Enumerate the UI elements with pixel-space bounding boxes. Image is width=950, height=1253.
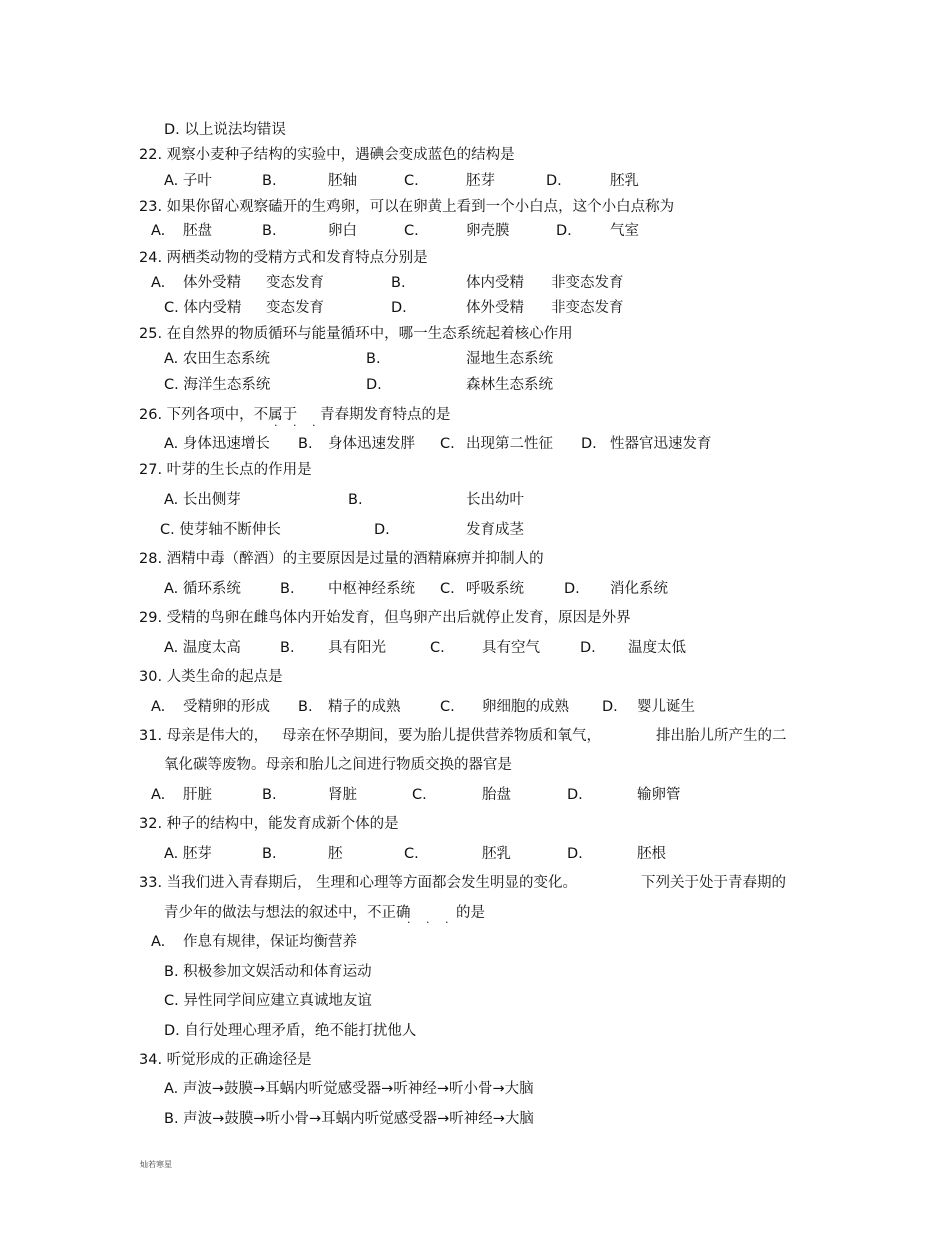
q27-option-d-text: 发育成茎 — [466, 522, 524, 538]
q22-stem: 22. 观察小麦种子结构的实验中，遇碘会变成蓝色的结构是 — [139, 147, 515, 163]
q30-option-c-letter: C. — [440, 699, 455, 715]
q32-option-b-text: 胚 — [328, 846, 343, 862]
q24-option-b-text1: 体内受精 — [466, 275, 524, 291]
q33-option-a — [151, 933, 851, 951]
q23-options — [151, 222, 851, 240]
q32-option-c-text: 胚乳 — [482, 846, 511, 862]
q29-option-c-text: 具有空气 — [482, 640, 540, 656]
q29-option-c-letter: C. — [430, 640, 445, 656]
q26-option-d-text: 性器官迅速发育 — [610, 436, 712, 452]
q28-option-d-text: 消化系统 — [610, 581, 668, 597]
q26-stem — [139, 406, 839, 430]
q33-option-a-text: 作息有规律，保证均衡营养 — [183, 934, 357, 950]
q28-options — [164, 580, 864, 598]
q26-option-b-letter: B. — [298, 436, 313, 452]
q30-option-b-letter: B. — [298, 699, 313, 715]
q32-options — [164, 845, 864, 863]
q33-stem-line2-part1: 青少年的做法与想法的叙述中，不正确 — [164, 905, 411, 921]
q25-option-d-text: 森林生态系统 — [466, 377, 553, 393]
q31-option-d-letter: D. — [567, 787, 583, 803]
q24-stem: 24. 两栖类动物的受精方式和发育特点分别是 — [139, 250, 428, 266]
q22-option-d-letter: D. — [546, 173, 562, 189]
q27-stem: 27. 叶芽的生长点的作用是 — [139, 462, 312, 478]
q34-option-a: A. 声波→鼓膜→耳蜗内听觉感受器→听神经→听小骨→大脑 — [164, 1081, 534, 1097]
q32-option-d-text: 胚根 — [637, 846, 666, 862]
q25-option-d-letter: D. — [366, 377, 382, 393]
q30-option-c-text: 卵细胞的成熟 — [482, 699, 569, 715]
q27-option-d-letter: D. — [374, 522, 390, 538]
q31-option-a-letter: A. — [151, 787, 166, 803]
q32-stem: 32. 种子的结构中，能发育成新个体的是 — [139, 816, 399, 832]
q29-option-a: A. 温度太高 — [164, 640, 241, 656]
q24-option-b-text2: 非变态发育 — [551, 275, 624, 291]
q30-options — [151, 698, 851, 716]
q33-stem-line2-part2: 的是 — [456, 905, 485, 921]
q30-option-b-text: 精子的成熟 — [328, 699, 401, 715]
q24-option-a-text2: 变态发育 — [266, 275, 324, 291]
q33-stem-part2: 生理和心理等方面都会发生明显的变化。 — [316, 875, 577, 891]
q26-option-c-text: 出现第二性征 — [466, 436, 553, 452]
q23-option-a-letter: A. — [151, 223, 166, 239]
q29-option-b-letter: B. — [280, 640, 295, 656]
q23-option-a-text: 胚盘 — [183, 223, 212, 239]
q26-stem-part2: 青春期发育特点的是 — [320, 407, 451, 423]
q22-option-d-text: 胚乳 — [610, 173, 639, 189]
q28-option-b-letter: B. — [280, 581, 295, 597]
q33-stem-line1 — [139, 874, 839, 892]
q22-options — [164, 172, 864, 190]
q28-option-c-text: 呼吸系统 — [466, 581, 524, 597]
q22-option-c-text: 胚芽 — [466, 173, 495, 189]
q28-option-d-letter: D. — [564, 581, 580, 597]
q24-option-c-text1: C. 体内受精 — [164, 300, 242, 316]
q24-options-ab — [151, 274, 851, 292]
q33-stem-part1: 33. 当我们进入青春期后， — [139, 875, 312, 891]
q26-option-b-text: 身体迅速发胖 — [328, 436, 415, 452]
q31-option-b-letter: B. — [262, 787, 277, 803]
q23-option-b-text: 卵白 — [328, 223, 357, 239]
q31-stem-part3: 排出胎儿所产生的二 — [656, 728, 787, 744]
q22-option-b-letter: B. — [262, 173, 277, 189]
q27-option-c: C. 使芽轴不断伸长 — [160, 522, 281, 538]
q25-options-ab — [164, 350, 864, 368]
q25-option-c: C. 海洋生态系统 — [164, 377, 271, 393]
q24-option-d-text1: 体外受精 — [466, 300, 524, 316]
q31-option-b-text: 肾脏 — [328, 787, 357, 803]
q24-option-a-text1: 体外受精 — [183, 275, 241, 291]
q26-option-d-letter: D. — [581, 436, 597, 452]
q34-stem: 34. 听觉形成的正确途径是 — [139, 1052, 312, 1068]
q23-option-d-text: 气室 — [610, 223, 639, 239]
q25-option-a: A. 农田生态系统 — [164, 351, 270, 367]
q25-stem: 25. 在自然界的物质循环与能量循环中，哪一生态系统起着核心作用 — [139, 326, 573, 342]
q33-option-c: C. 异性同学间应建立真诚地友谊 — [164, 993, 372, 1009]
q33-option-b: B. 积极参加文娱活动和体育运动 — [164, 964, 372, 980]
q30-stem: 30. 人类生命的起点是 — [139, 669, 283, 685]
q23-option-b-letter: B. — [262, 223, 277, 239]
q24-option-a-letter: A. — [151, 275, 166, 291]
q25-options-cd — [164, 376, 864, 394]
q23-option-c-text: 卵壳膜 — [466, 223, 510, 239]
q32-option-d-letter: D. — [567, 846, 583, 862]
q27-options-ab — [164, 491, 864, 509]
q23-stem: 23. 如果你留心观察磕开的生鸡卵，可以在卵黄上看到一个小白点，这个小白点称为 — [139, 199, 675, 215]
q26-option-a: A. 身体迅速增长 — [164, 436, 270, 452]
q26-emphasis-dots: · · · — [274, 419, 322, 432]
q27-option-a: A. 长出侧芽 — [164, 492, 241, 508]
q31-option-a-text: 肝脏 — [183, 787, 212, 803]
q30-option-d-text: 婴儿诞生 — [637, 699, 695, 715]
q28-stem: 28. 酒精中毒（醉酒）的主要原因是过量的酒精麻痹并抑制人的 — [139, 551, 544, 567]
q21-option-d: D. 以上说法均错误 — [164, 122, 286, 138]
q24-option-c-text2: 变态发育 — [266, 300, 324, 316]
q33-option-d: D. 自行处理心理矛盾，绝不能打扰他人 — [164, 1023, 417, 1039]
q24-option-b-letter: B. — [391, 275, 406, 291]
q27-option-b-text: 长出幼叶 — [466, 492, 524, 508]
q25-option-b-text: 湿地生态系统 — [466, 351, 553, 367]
q33-option-a-letter: A. — [151, 934, 166, 950]
q29-stem: 29. 受精的鸟卵在雌鸟体内开始发育，但鸟卵产出后就停止发育，原因是外界 — [139, 610, 631, 626]
q31-option-c-letter: C. — [412, 787, 427, 803]
q26-stem-part1: 26. 下列各项中，不属于 — [139, 407, 298, 423]
q29-options — [164, 639, 864, 657]
q25-option-b-letter: B. — [366, 351, 381, 367]
q24-options-cd — [164, 299, 864, 317]
q22-option-a: A. 子叶 — [164, 173, 212, 189]
q32-option-a: A. 胚芽 — [164, 846, 212, 862]
q26-option-c-letter: C. — [440, 436, 455, 452]
q23-option-c-letter: C. — [404, 223, 419, 239]
q28-option-c-letter: C. — [440, 581, 455, 597]
q31-stem-part2: 母亲在怀孕期间，要为胎儿提供营养物质和氧气， — [282, 728, 601, 744]
q33-emphasis-dots: · · · — [407, 916, 455, 929]
q30-option-d-letter: D. — [602, 699, 618, 715]
q33-stem-part3: 下列关于处于青春期的 — [641, 875, 786, 891]
q32-option-c-letter: C. — [404, 846, 419, 862]
page-footer: 灿若寒星 — [140, 1160, 172, 1169]
q31-stem-part1: 31. 母亲是伟大的， — [139, 728, 269, 744]
q28-option-b-text: 中枢神经系统 — [328, 581, 415, 597]
q28-option-a: A. 循环系统 — [164, 581, 241, 597]
q30-option-a-text: 受精卵的形成 — [183, 699, 270, 715]
q27-option-b-letter: B. — [348, 492, 363, 508]
q29-option-d-text: 温度太低 — [628, 640, 686, 656]
q29-option-d-letter: D. — [580, 640, 596, 656]
q29-option-b-text: 具有阳光 — [328, 640, 386, 656]
q30-option-a-letter: A. — [151, 699, 166, 715]
q33-stem-line2 — [164, 904, 864, 928]
q23-option-d-letter: D. — [556, 223, 572, 239]
q27-options-cd — [160, 521, 860, 539]
q22-option-b-text: 胚轴 — [328, 173, 357, 189]
q31-stem-line1 — [139, 727, 839, 745]
q31-stem-line2: 氧化碳等废物。母亲和胎儿之间进行物质交换的器官是 — [164, 757, 512, 773]
q32-option-b-letter: B. — [262, 846, 277, 862]
q22-option-c-letter: C. — [404, 173, 419, 189]
q31-option-c-text: 胎盘 — [482, 787, 511, 803]
q34-option-b: B. 声波→鼓膜→听小骨→耳蜗内听觉感受器→听神经→大脑 — [164, 1111, 534, 1127]
q26-options — [164, 435, 864, 453]
q24-option-d-text2: 非变态发育 — [551, 300, 624, 316]
q24-option-d-letter: D. — [391, 300, 407, 316]
q31-option-d-text: 输卵管 — [637, 787, 681, 803]
q31-options — [151, 786, 851, 804]
